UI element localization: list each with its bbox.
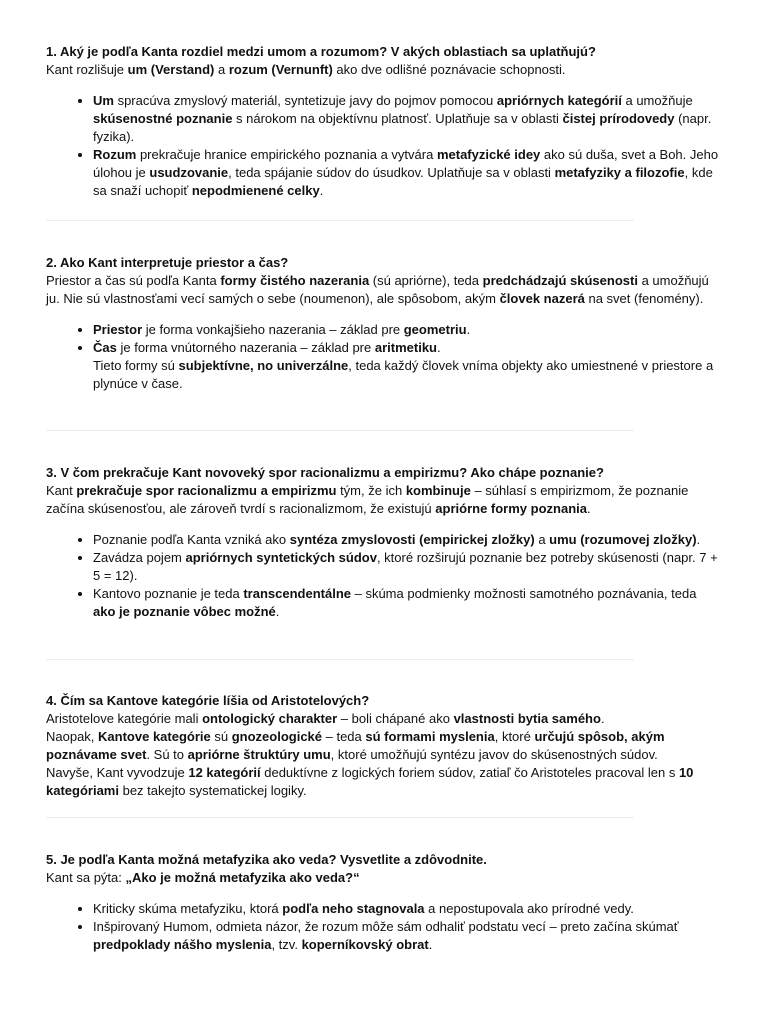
question-1-list <box>46 92 722 200</box>
text-run: a <box>214 62 229 77</box>
text-run: Tieto formy sú <box>93 358 179 373</box>
question-5-intro <box>46 869 722 887</box>
bold-term: Kantove kategórie <box>98 729 211 744</box>
text-run: a umožňujú ju. Nie sú vlastnosťami vecí samých o sebe (noumenon), ale spôsobom, akým <box>46 273 709 306</box>
bold-term: nepodmienené celky <box>191 183 320 198</box>
text-run: Navyše, Kant vyvodzuje <box>46 765 189 780</box>
text-run: , ktoré umožňujú syntézu javov do skúsenostných súdov. <box>330 747 658 762</box>
question-3-section <box>46 464 722 621</box>
text-run: Kant rozlišuje <box>46 62 128 77</box>
text-run: deduktívne z logických foriem súdov, zatiaľ čo Aristoteles pracoval len s <box>260 765 679 780</box>
bold-term: skúsenostné poznanie <box>93 111 233 126</box>
question-5-heading: 5. Je podľa Kanta možná metafyzika ako veda? Vysvetlite a zdôvodnite. <box>46 852 487 867</box>
bold-term: aritmetiku <box>374 340 437 355</box>
bold-term: človek nazerá <box>499 291 585 306</box>
question-5-item-kriticky <box>93 900 722 918</box>
text-run: Naopak, <box>46 729 99 744</box>
text-run: , teda každý človek vníma objekty ako umiestnené v priestore a plynúce v čase. <box>93 358 714 391</box>
text-run: , tzv. <box>271 937 302 952</box>
question-1-section <box>46 43 722 200</box>
bold-term: apriórnych syntetických súdov <box>185 550 377 565</box>
text-run: (napr. fyzika). <box>93 111 712 144</box>
text-run: Kantovo poznanie je teda <box>93 586 244 601</box>
bold-term: predchádzajú skúsenosti <box>482 273 638 288</box>
bold-term: „Ako je možná metafyzika ako veda?“ <box>125 870 360 885</box>
question-1-intro <box>46 61 722 79</box>
question-5-list <box>46 900 722 954</box>
bold-term: metafyziky a filozofie <box>554 165 685 180</box>
section-divider <box>46 659 634 660</box>
bold-term: apriórnych kategórií <box>496 93 622 108</box>
text-run: tým, že ich <box>336 483 406 498</box>
text-run: , teda spájanie súdov do úsudkov. Uplatňuje sa v oblasti <box>228 165 555 180</box>
question-2-section <box>46 254 722 393</box>
question-3-item-transcendentalne <box>93 585 722 621</box>
question-2-heading: 2. Ako Kant interpretuje priestor a čas? <box>46 255 289 270</box>
text-run: . <box>275 604 280 619</box>
text-run: je forma vnútorného nazerania – základ pre <box>116 340 375 355</box>
bold-term: apriórne štruktúry umu <box>187 747 331 762</box>
text-run: , kde sa snaží uchopiť <box>93 165 713 198</box>
bold-term: metafyzické idey <box>436 147 541 162</box>
question-4-heading: 4. Čím sa Kantove kategórie líšia od Aristotelových? <box>46 693 370 708</box>
text-run: spracúva zmyslový materiál, syntetizuje javy do pojmov pomocou <box>113 93 497 108</box>
text-run: . <box>319 183 324 198</box>
text-run: Zavádza pojem <box>93 550 186 565</box>
text-run: Priestor a čas sú podľa Kanta <box>46 273 221 288</box>
bold-term: Um <box>93 93 114 108</box>
text-run: a umožňuje <box>621 93 693 108</box>
bold-term: rozum (Vernunft) <box>228 62 333 77</box>
text-run: Kant sa pýta: <box>46 870 126 885</box>
text-run: ako sú duša, svet a Boh. Jeho úlohou je <box>93 147 719 180</box>
text-run: prekračuje hranice empirického poznania a vytvára <box>136 147 437 162</box>
text-run: . <box>696 532 701 547</box>
text-run: Aristotelove kategórie mali <box>46 711 203 726</box>
bold-term: ako je poznanie vôbec možné <box>93 604 276 619</box>
question-3-intro <box>46 482 722 518</box>
bold-term: predpoklady nášho myslenia <box>93 937 272 952</box>
bold-term: vlastnosti bytia samého <box>453 711 601 726</box>
text-run: – boli chápané ako <box>337 711 454 726</box>
bold-term: Priestor <box>93 322 143 337</box>
text-run: je forma vonkajšieho nazerania – základ pre <box>142 322 404 337</box>
question-2-item-priestor <box>93 321 722 339</box>
question-3-list <box>46 531 722 621</box>
bold-term: sú formami myslenia <box>365 729 495 744</box>
question-1-item-rozum <box>93 146 722 200</box>
bold-term: transcendentálne <box>243 586 351 601</box>
bold-term: Čas <box>93 340 117 355</box>
bold-term: gnozeologické <box>231 729 323 744</box>
bold-term: um (Verstand) <box>127 62 215 77</box>
bold-term: subjektívne, no univerzálne <box>178 358 349 373</box>
question-5-section <box>46 851 722 954</box>
bold-term: geometriu <box>403 322 467 337</box>
section-divider <box>46 220 634 221</box>
text-run: (sú apriórne), teda <box>369 273 483 288</box>
question-2-item-cas <box>93 339 722 393</box>
section-divider <box>46 430 634 431</box>
text-run: . <box>437 340 441 355</box>
question-1-heading: 1. Aký je podľa Kanta rozdiel medzi umom a rozumom? V akých oblastiach sa uplatňujú? <box>46 44 596 59</box>
text-run: , ktoré rozširujú poznanie bez potreby skúsenosti (napr. 7 + 5 = 12). <box>93 550 718 583</box>
bold-term: apriórne formy poznania <box>435 501 587 516</box>
text-run: . <box>428 937 433 952</box>
text-run: . <box>600 711 605 726</box>
question-3-heading: 3. V čom prekračuje Kant novoveký spor racionalizmu a empirizmu? Ako chápe poznanie? <box>46 465 604 480</box>
text-run: , ktoré <box>494 729 535 744</box>
bold-term: určujú spôsob, akým poznávame svet <box>46 729 665 762</box>
bold-term: 12 kategórií <box>188 765 261 780</box>
bold-term: čistej prírodovedy <box>562 111 675 126</box>
text-run: s nárokom na objektívnu platnosť. Uplatňuje sa v oblasti <box>232 111 563 126</box>
text-run: – súhlasí s empirizmom, že poznanie začína skúsenosťou, ale zároveň tvrdí s racionalizmom, že existujú <box>46 483 689 516</box>
section-divider <box>46 817 634 818</box>
bold-term: koperníkovský obrat <box>301 937 429 952</box>
question-4-body <box>46 710 722 800</box>
bold-term: usudzovanie <box>149 165 229 180</box>
bold-term: umu (rozumovej zložky) <box>549 532 697 547</box>
text-run: bez takejto systematickej logiky. <box>118 783 307 798</box>
bold-term: prekračuje spor racionalizmu a empirizmu <box>76 483 337 498</box>
question-1-item-um <box>93 92 722 146</box>
text-run: – teda <box>322 729 366 744</box>
text-run: – skúma podmienky možnosti samotného poznávania, teda <box>351 586 697 601</box>
text-run: na svet (fenomény). <box>584 291 704 306</box>
question-3-item-sudy <box>93 549 722 585</box>
text-run: a nepostupovala ako prírodné vedy. <box>424 901 634 916</box>
bold-term: kombinuje <box>405 483 471 498</box>
text-run: sú <box>210 729 232 744</box>
question-3-item-synteza <box>93 531 722 549</box>
question-4-section <box>46 692 722 800</box>
text-run: Kriticky skúma metafyziku, ktorá <box>93 901 283 916</box>
bold-term: 10 kategóriami <box>46 765 694 798</box>
bold-term: syntéza zmyslovosti (empirickej zložky) <box>289 532 535 547</box>
bold-term: ontologický charakter <box>202 711 338 726</box>
bold-term: podľa neho stagnovala <box>282 901 425 916</box>
text-run: Kant <box>46 483 77 498</box>
text-run: Poznanie podľa Kanta vzniká ako <box>93 532 290 547</box>
question-2-list <box>46 321 722 393</box>
text-run: a <box>534 532 550 547</box>
question-2-intro <box>46 272 722 308</box>
bold-term: formy čistého nazerania <box>220 273 370 288</box>
text-run: . <box>586 501 591 516</box>
text-run: . <box>466 322 471 337</box>
text-run: Inšpirovaný Humom, odmieta názor, že rozum môže sám odhaliť podstatu vecí – preto začína skúmať <box>93 919 679 934</box>
text-run: . Sú to <box>146 747 188 762</box>
question-5-item-humom <box>93 918 722 954</box>
bold-term: Rozum <box>93 147 137 162</box>
text-run: ako dve odlišné poznávacie schopnosti. <box>332 62 566 77</box>
